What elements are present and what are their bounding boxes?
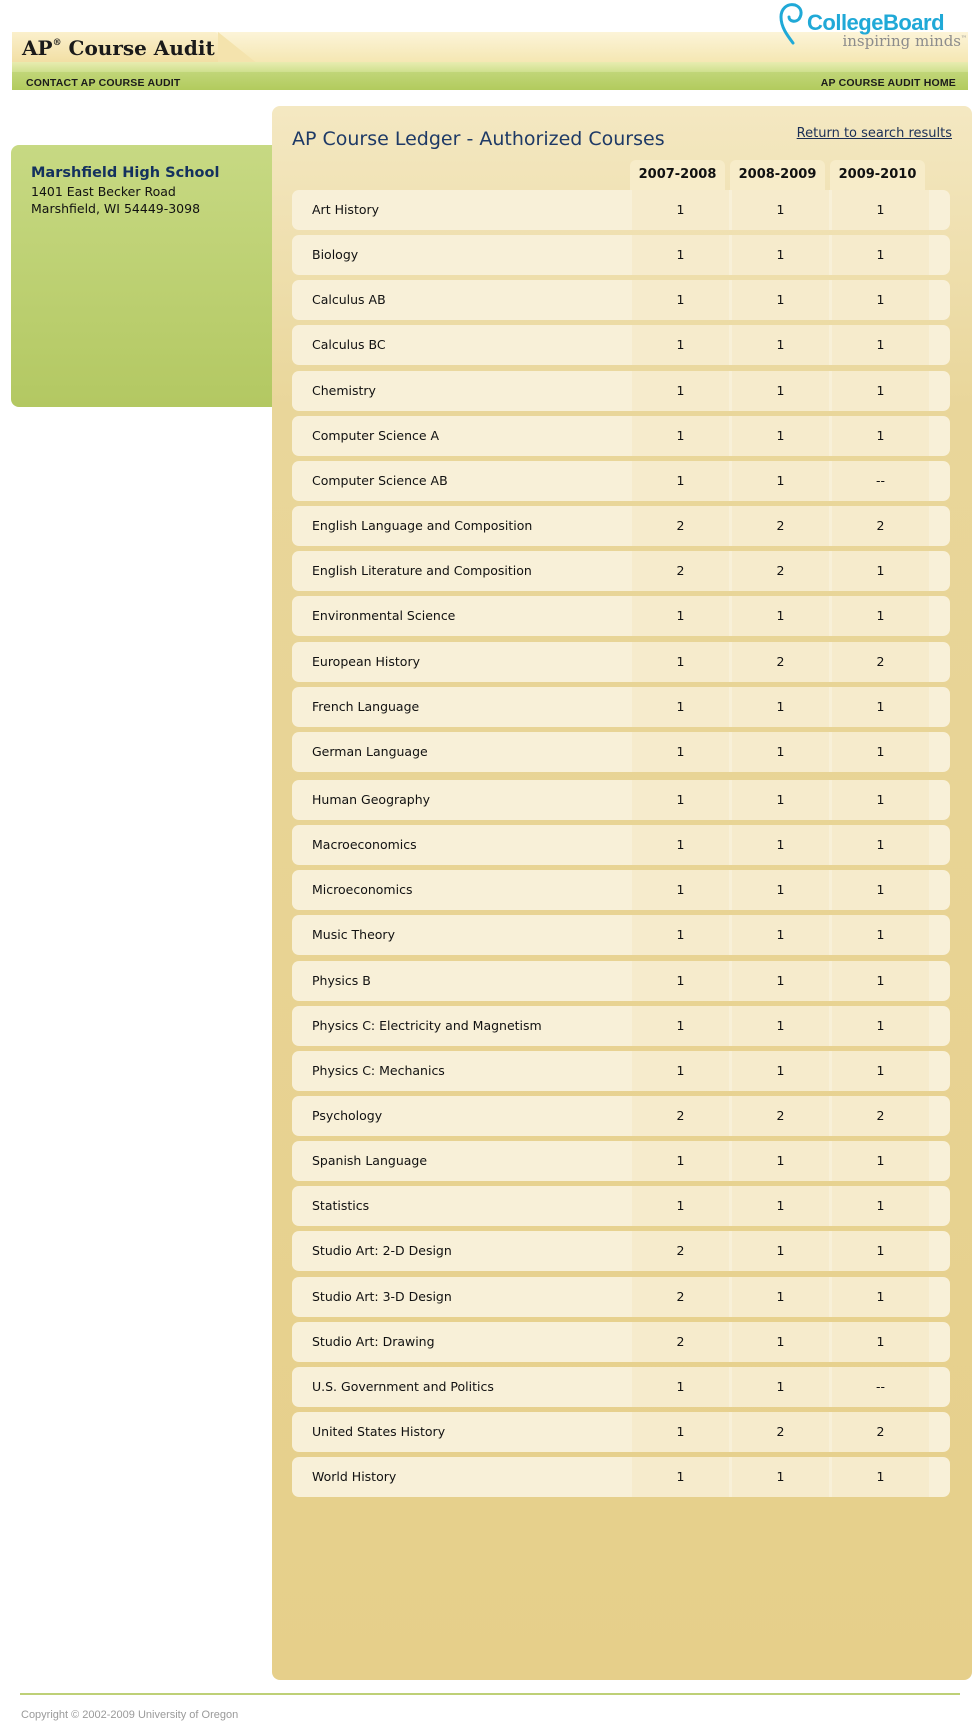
- course-count-cell: 1: [776, 383, 785, 398]
- course-count-cell: 1: [876, 1153, 885, 1168]
- course-row: [292, 1322, 950, 1362]
- year-header-2008-2009: 2008-2009: [730, 160, 825, 190]
- course-count-cell: 1: [676, 1153, 685, 1168]
- course-count-cell: 1: [676, 292, 685, 307]
- course-count-cell: 2: [876, 654, 885, 669]
- course-row: [292, 687, 950, 727]
- course-name: Microeconomics: [312, 882, 413, 897]
- course-count-cell: 1: [776, 699, 785, 714]
- course-count-cell: 1: [776, 473, 785, 488]
- course-count-cell: 1: [776, 428, 785, 443]
- course-count-cell: 1: [676, 882, 685, 897]
- course-count-cell: 1: [776, 1243, 785, 1258]
- course-name: World History: [312, 1469, 397, 1484]
- course-count-cell: 1: [676, 1379, 685, 1394]
- course-count-cell: 1: [776, 927, 785, 942]
- course-name: Physics C: Electricity and Magnetism: [312, 1018, 542, 1033]
- app-title: AP® Course Audit: [22, 36, 215, 60]
- course-row: [292, 780, 950, 820]
- course-count-cell: 1: [876, 428, 885, 443]
- course-count-cell: 1: [676, 383, 685, 398]
- course-row: [292, 1277, 950, 1317]
- course-name: Macroeconomics: [312, 837, 417, 852]
- course-name: Spanish Language: [312, 1153, 428, 1168]
- course-count-cell: 1: [876, 1018, 885, 1033]
- return-to-search-link[interactable]: Return to search results: [796, 126, 952, 141]
- course-name: Calculus AB: [312, 292, 386, 307]
- course-count-cell: 1: [676, 927, 685, 942]
- course-count-cell: 1: [776, 1063, 785, 1078]
- school-address-line2: Marshfield, WI 54449-3098: [31, 201, 201, 216]
- logo-wordmark: CollegeBoard: [807, 10, 945, 35]
- course-count-cell: 2: [676, 1289, 685, 1304]
- course-count-cell: 1: [676, 428, 685, 443]
- course-row: [292, 642, 950, 682]
- course-count-cell: 1: [676, 247, 685, 262]
- course-audit-home-link[interactable]: AP COURSE AUDIT HOME: [820, 77, 956, 89]
- course-count-cell: 2: [876, 1424, 885, 1439]
- course-name: Chemistry: [312, 383, 376, 398]
- course-count-cell: 1: [876, 202, 885, 217]
- course-count-cell: 1: [776, 247, 785, 262]
- logo-tagline: inspiring minds™: [842, 32, 967, 50]
- course-count-cell: 1: [676, 1198, 685, 1213]
- year-header-2007-2008: 2007-2008: [630, 160, 725, 190]
- course-name: U.S. Government and Politics: [312, 1379, 494, 1394]
- course-row: [292, 1457, 950, 1497]
- course-name: Biology: [312, 247, 359, 262]
- course-row: [292, 915, 950, 955]
- course-row: [292, 961, 950, 1001]
- course-count-cell: 1: [876, 1469, 885, 1484]
- course-count-cell: 2: [876, 1108, 885, 1123]
- course-row: [292, 461, 950, 501]
- course-row: [292, 190, 950, 230]
- course-name: Studio Art: 2-D Design: [312, 1243, 452, 1258]
- course-count-cell: 1: [776, 837, 785, 852]
- course-count-cell: 1: [676, 699, 685, 714]
- course-row: [292, 551, 950, 591]
- course-count-cell: 1: [876, 563, 885, 578]
- course-count-cell: 1: [676, 1018, 685, 1033]
- course-count-cell: 2: [676, 518, 685, 533]
- course-count-cell: 1: [776, 608, 785, 623]
- course-name: Environmental Science: [312, 608, 456, 623]
- course-count-cell: 1: [776, 1379, 785, 1394]
- course-count-cell: 1: [676, 1469, 685, 1484]
- course-count-cell: 1: [776, 973, 785, 988]
- course-count-cell: 1: [876, 383, 885, 398]
- course-count-cell: 2: [676, 563, 685, 578]
- course-name: Computer Science A: [312, 428, 440, 443]
- course-count-cell: 1: [876, 608, 885, 623]
- course-count-cell: 1: [676, 654, 685, 669]
- course-row: [292, 1367, 950, 1407]
- course-row: [292, 825, 950, 865]
- course-count-cell: 1: [876, 247, 885, 262]
- school-name: Marshfield High School: [31, 165, 220, 181]
- course-count-cell: 1: [876, 792, 885, 807]
- course-count-cell: 1: [776, 1469, 785, 1484]
- course-count-cell: 1: [776, 337, 785, 352]
- course-ledger-panel: [272, 106, 972, 1680]
- course-row: [292, 1006, 950, 1046]
- course-row: [292, 371, 950, 411]
- course-count-cell: 1: [776, 792, 785, 807]
- course-name: English Literature and Composition: [312, 563, 532, 578]
- course-row: [292, 1412, 950, 1452]
- course-name: Studio Art: 3-D Design: [312, 1289, 452, 1304]
- course-count-cell: 1: [676, 337, 685, 352]
- school-info-panel: [11, 145, 273, 407]
- course-name: Human Geography: [312, 792, 431, 807]
- course-name: Calculus BC: [312, 337, 386, 352]
- course-count-cell: 1: [676, 1063, 685, 1078]
- course-row: [292, 870, 950, 910]
- course-count-cell: 1: [776, 292, 785, 307]
- course-count-cell: 2: [676, 1243, 685, 1258]
- course-count-cell: 2: [676, 1108, 685, 1123]
- course-count-cell: 1: [776, 1018, 785, 1033]
- course-count-cell: 1: [876, 973, 885, 988]
- course-count-cell: 1: [876, 1243, 885, 1258]
- course-row: [292, 1051, 950, 1091]
- course-row: [292, 235, 950, 275]
- course-row: [292, 596, 950, 636]
- course-count-cell: 1: [676, 837, 685, 852]
- course-row: [292, 506, 950, 546]
- course-count-cell: 1: [876, 337, 885, 352]
- course-name: Art History: [312, 202, 380, 217]
- course-name: Physics B: [312, 973, 371, 988]
- course-count-cell: 1: [876, 837, 885, 852]
- ledger-title: AP Course Ledger - Authorized Courses: [292, 128, 665, 150]
- course-count-cell: --: [875, 473, 886, 488]
- course-name: Studio Art: Drawing: [312, 1334, 435, 1349]
- course-count-cell: 2: [776, 1108, 785, 1123]
- course-row: [292, 1231, 950, 1271]
- course-count-cell: 1: [676, 202, 685, 217]
- course-count-cell: 2: [776, 563, 785, 578]
- course-name: Psychology: [312, 1108, 383, 1123]
- course-count-cell: 1: [876, 882, 885, 897]
- course-count-cell: 1: [676, 973, 685, 988]
- course-count-cell: 1: [676, 792, 685, 807]
- course-count-cell: 1: [776, 744, 785, 759]
- course-count-cell: 1: [776, 1334, 785, 1349]
- contact-link[interactable]: CONTACT AP COURSE AUDIT: [26, 77, 181, 89]
- course-count-cell: 1: [876, 744, 885, 759]
- acorn-logo-icon: [777, 1, 809, 47]
- course-count-cell: 1: [676, 608, 685, 623]
- course-count-cell: 1: [876, 699, 885, 714]
- course-name: Statistics: [312, 1198, 370, 1213]
- course-name: German Language: [312, 744, 428, 759]
- course-row: [292, 416, 950, 456]
- course-count-cell: 1: [676, 473, 685, 488]
- course-name: Music Theory: [312, 927, 395, 942]
- course-row: [292, 325, 950, 365]
- school-address-line1: 1401 East Becker Road: [31, 184, 176, 199]
- course-count-cell: 1: [876, 292, 885, 307]
- course-name: English Language and Composition: [312, 518, 533, 533]
- course-name: United States History: [312, 1424, 446, 1439]
- course-count-cell: 2: [776, 518, 785, 533]
- course-count-cell: 1: [876, 1334, 885, 1349]
- course-name: Computer Science AB: [312, 473, 448, 488]
- footer-divider: [20, 1693, 960, 1695]
- course-count-cell: 1: [776, 882, 785, 897]
- course-name: European History: [312, 654, 420, 669]
- course-name: Physics C: Mechanics: [312, 1063, 445, 1078]
- course-count-cell: 1: [776, 1289, 785, 1304]
- course-count-cell: 2: [876, 518, 885, 533]
- course-count-cell: 1: [776, 202, 785, 217]
- course-count-cell: 1: [876, 1063, 885, 1078]
- course-count-cell: 1: [676, 1424, 685, 1439]
- course-row: [292, 1141, 950, 1181]
- course-name: French Language: [312, 699, 420, 714]
- course-count-cell: 2: [776, 1424, 785, 1439]
- course-count-cell: 1: [776, 1153, 785, 1168]
- course-count-cell: 2: [776, 654, 785, 669]
- course-row: [292, 1186, 950, 1226]
- course-count-cell: 1: [876, 1198, 885, 1213]
- year-header-2009-2010: 2009-2010: [830, 160, 925, 190]
- course-count-cell: 1: [876, 927, 885, 942]
- course-count-cell: 1: [676, 744, 685, 759]
- course-count-cell: 1: [776, 1198, 785, 1213]
- copyright-text: Copyright © 2002-2009 University of Oregon: [21, 1709, 239, 1721]
- course-row: [292, 280, 950, 320]
- collegeboard-logo[interactable]: [777, 0, 967, 55]
- course-row: [292, 732, 950, 772]
- course-count-cell: 2: [676, 1334, 685, 1349]
- course-count-cell: --: [875, 1379, 886, 1394]
- course-count-cell: 1: [876, 1289, 885, 1304]
- course-row: [292, 1096, 950, 1136]
